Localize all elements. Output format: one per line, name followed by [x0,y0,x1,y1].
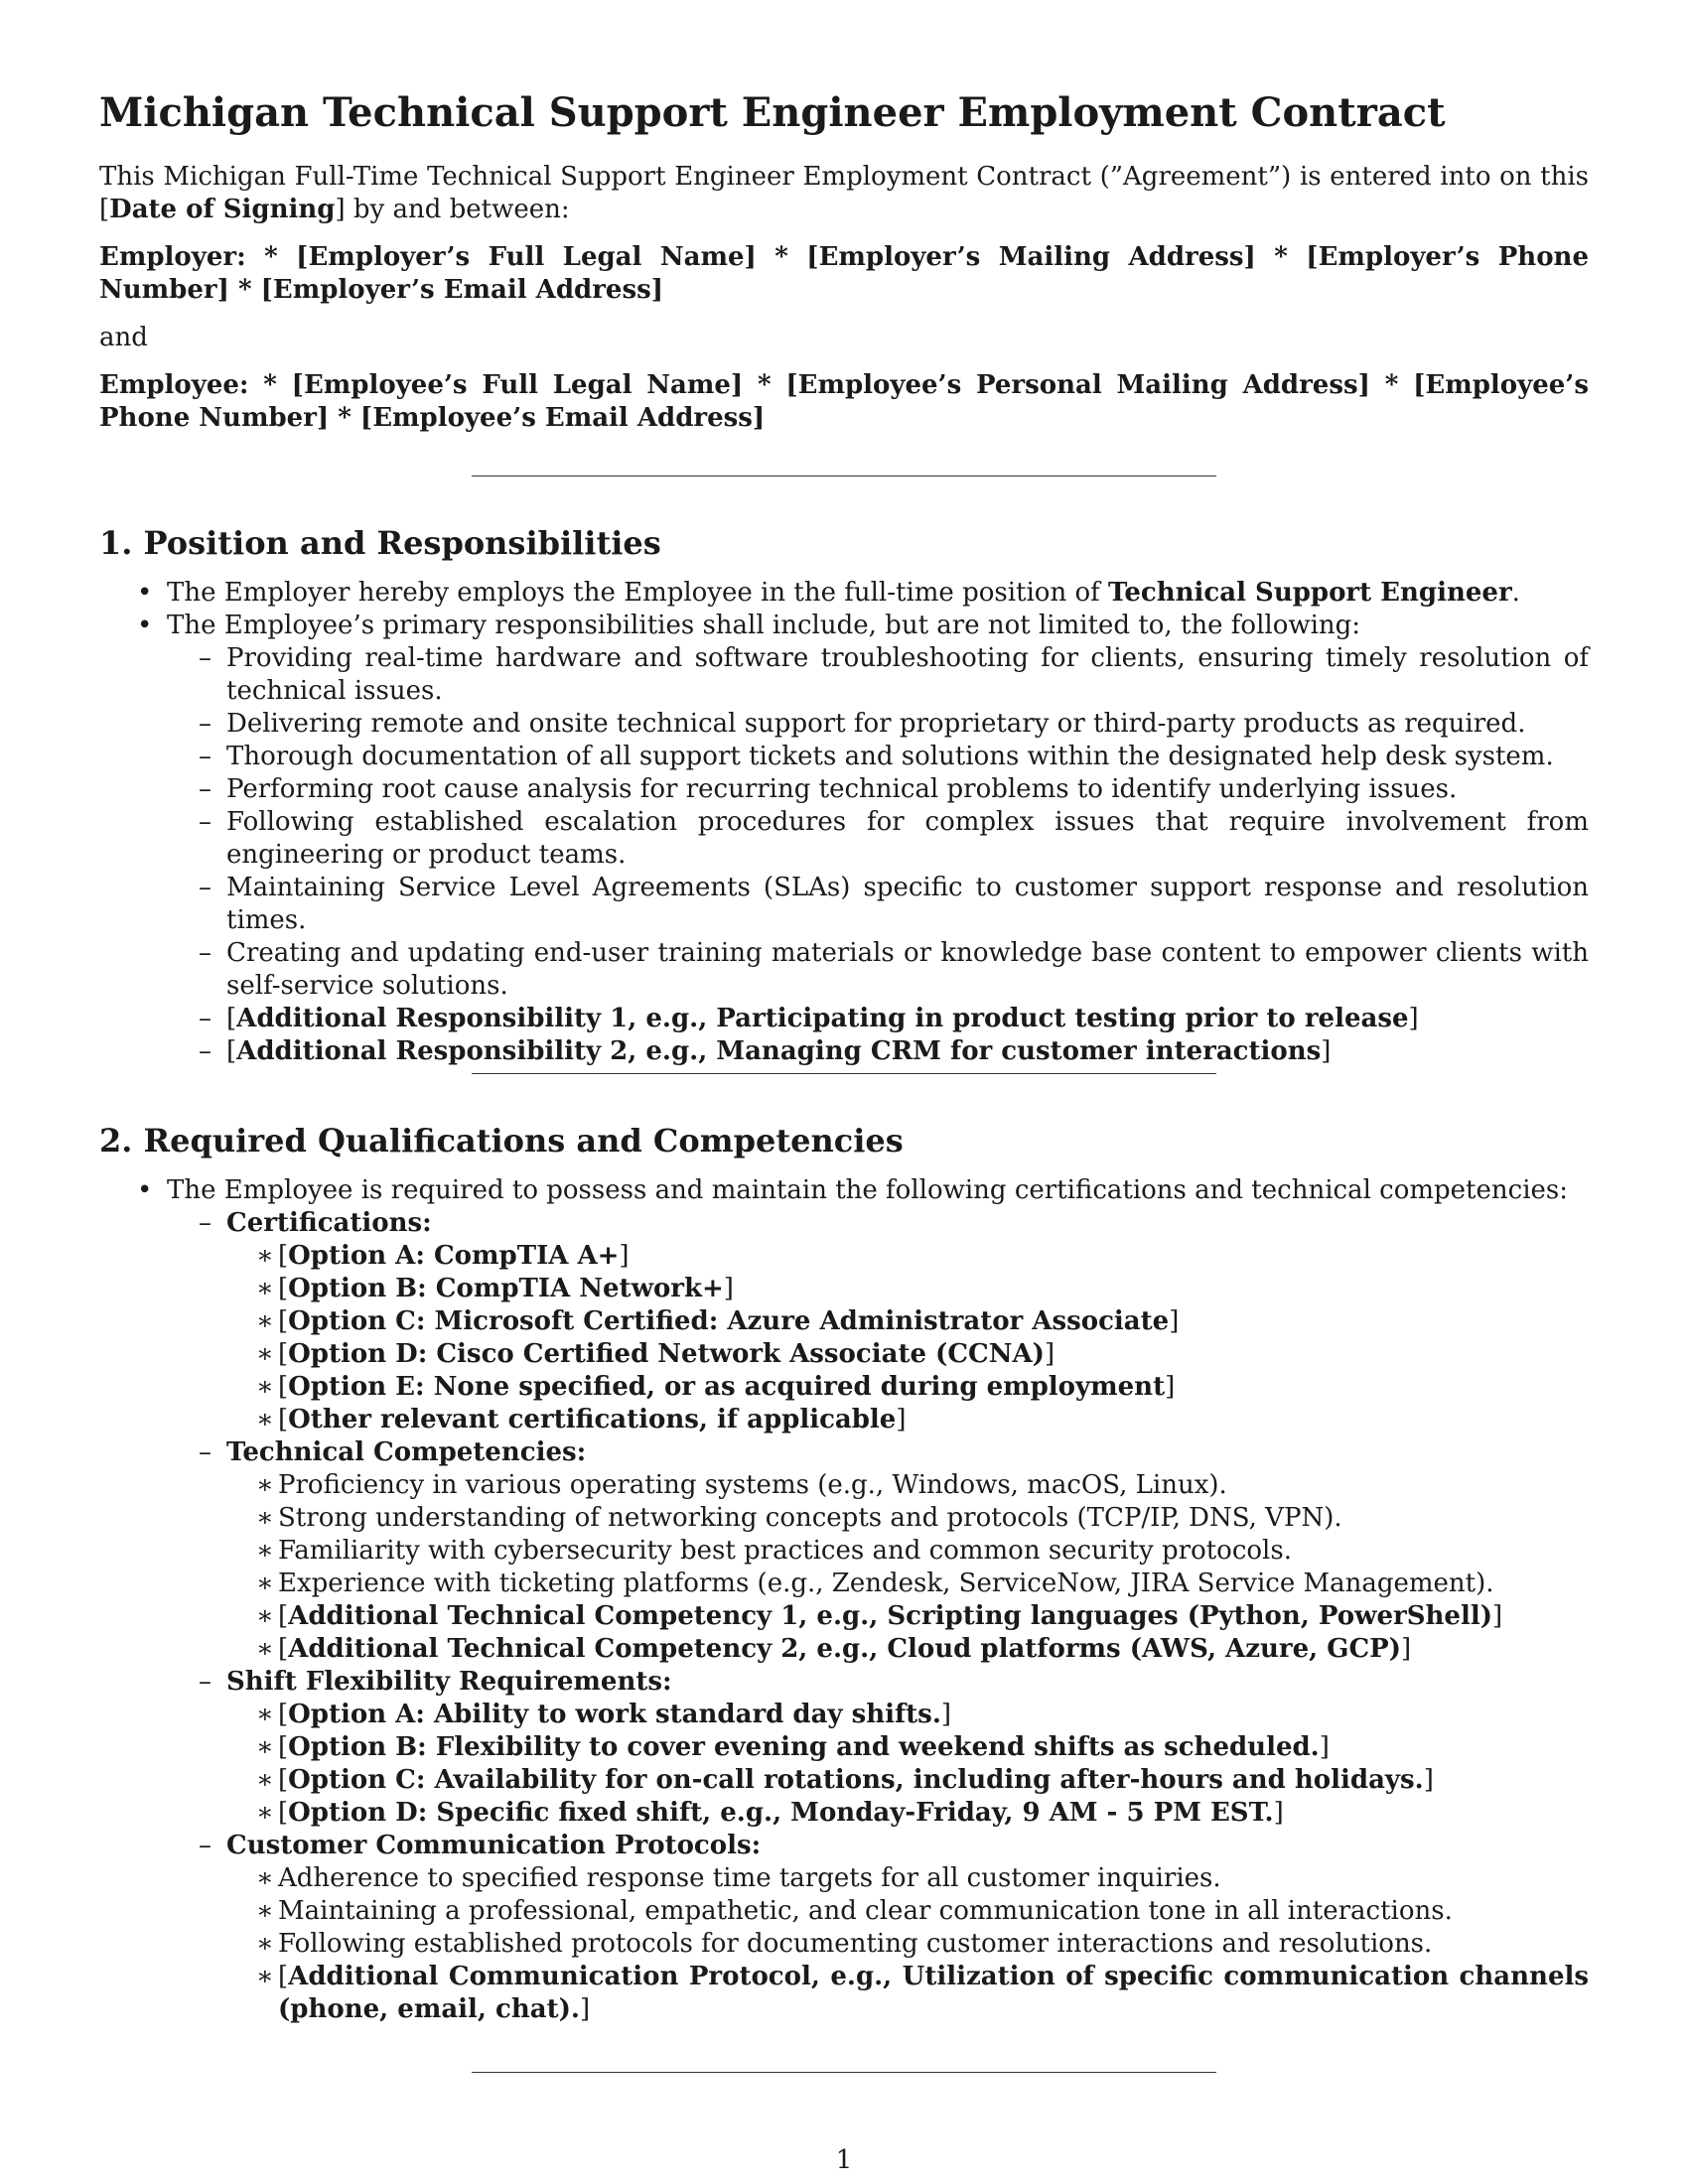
list-item: • The Employer hereby employs the Employee in the full-time position of Technical Support Engineer. [99,577,1589,610]
list-item: – [Additional Responsibility 1, e.g., Participating in product testing prior to release] [167,1003,1589,1035]
list-item: ∗ [Option A: Ability to work standard day shifts.] [226,1699,1589,1731]
list-item: ∗ [Additional Technical Competency 2, e.g., Cloud platforms (AWS, Azure, GCP)] [226,1633,1589,1666]
list-item: – Customer Communication Protocols: ∗ Adherence to specified response time targets for all customer inquiries. ∗ Maintaining a professional, empathetic, and clear communication tone in all interactions. ∗ Following established protocols for documenting customer interactions and resolutions. ∗ [Additional Communication Protocol, e.g., Utilization of specific communication channels (phone, email, chat).] [167,1830,1589,2026]
list-item: – Thorough documentation of all support tickets and solutions within the designated help desk system. [167,741,1589,773]
list-item: ∗ [Option D: Specific fixed shift, e.g., Monday-Friday, 9 AM - 5 PM EST.] [226,1797,1589,1830]
employer-block: Employer: * [Employer’s Full Legal Name] * [Employer’s Mailing Address] * [Employer’s Phone Number] * [Employer’s Email Address] [99,242,1589,305]
list-item: – Technical Competencies: ∗ Proficiency in various operating systems (e.g., Windows, macOS, Linux). ∗ Strong understanding of networking concepts and protocols (TCP/IP, DNS, VPN). ∗ Familiarity with cybersecurity best practices and common security protocols. ∗ Experience with ticketing platforms (e.g., Zendesk, ServiceNow, JIRA Service Management). ∗ [Additional Technical Competency 1, e.g., Scripting languages (Python, PowerShell)] ∗ [Additional Technical Competency 2, e.g., Cloud platforms (AWS, Azure, GCP)] [167,1436,1589,1666]
list-item: ∗ [Option E: None specified, or as acquired during employment] [226,1371,1589,1404]
communication-list [226,1862,1589,2026]
list-item: – Maintaining Service Level Agreements (SLAs) specific to customer support response and resolution times. [167,872,1589,937]
list-item: ∗ Proficiency in various operating systems (e.g., Windows, macOS, Linux). [226,1469,1589,1502]
page-title: Michigan Technical Support Engineer Employment Contract [99,89,1446,136]
list-item: ∗ [Option D: Cisco Certified Network Associate (CCNA)] [226,1338,1589,1371]
and-text: and [99,323,148,352]
list-item: – [Additional Responsibility 2, e.g., Managing CRM for customer interactions] [167,1035,1589,1068]
list-item: ∗ [Additional Communication Protocol, e.g., Utilization of specific communication channels (phone, email, chat).] [226,1961,1589,2026]
divider [472,2072,1216,2073]
intro-paragraph: This Michigan Full-Time Technical Support Engineer Employment Contract (”Agreement”) is entered into on this [Date of Signing] by and between: [99,162,1589,224]
list-item: ∗ [Option C: Microsoft Certified: Azure Administrator Associate] [226,1305,1589,1338]
list-item: – Performing root cause analysis for recurring technical problems to identify underlying issues. [167,773,1589,806]
list-item: ∗ [Option C: Availability for on-call rotations, including after-hours and holidays.] [226,1764,1589,1797]
list-item: – Creating and updating end-user training materials or knowledge base content to empower clients with self-service solutions. [167,937,1589,1003]
list-item: – Following established escalation procedures for complex issues that require involvement from engineering or product teams. [167,806,1589,872]
section1-list [99,577,1589,1068]
list-item: ∗ Experience with ticketing platforms (e.g., Zendesk, ServiceNow, JIRA Service Management). [226,1568,1589,1600]
list-item: ∗ [Option A: CompTIA A+] [226,1240,1589,1273]
list-item: – Shift Flexibility Requirements: ∗ [Option A: Ability to work standard day shifts.] ∗ [Option B: Flexibility to cover evening and weekend shifts as scheduled.] ∗ [Option C: Availability for on-call rotations, including after-hours and holidays.] ∗ [Option D: Specific fixed shift, e.g., Monday-Friday, 9 AM - 5 PM EST.] [167,1666,1589,1830]
section-qualifications [99,1121,1589,2026]
qualifications-list [167,1207,1589,2026]
section-heading: 2. Required Qualifications and Competencies [99,1122,904,1160]
certifications-list [226,1240,1589,1436]
divider [472,476,1216,477]
list-item: ∗ [Option B: CompTIA Network+] [226,1273,1589,1305]
section2-list [99,1174,1589,2026]
section-position [99,523,1589,1068]
section-heading: 1. Position and Responsibilities [99,524,661,562]
list-item: – Providing real-time hardware and software troubleshooting for clients, ensuring timely resolution of technical issues. [167,642,1589,708]
list-item: ∗ Adherence to specified response time targets for all customer inquiries. [226,1862,1589,1895]
list-item: – Certifications: ∗ [Option A: CompTIA A+] ∗ [Option B: CompTIA Network+] ∗ [Option C: Microsoft Certified: Azure Administrator Associate] ∗ [Option D: Cisco Certified Network Associate (CCNA)] ∗ [Option E: None specified, or as acquired during employment] ∗ [Other relevant certifications, if applicable] [167,1207,1589,1436]
competencies-list [226,1469,1589,1666]
list-item: – Delivering remote and onsite technical support for proprietary or third-party products as required. [167,708,1589,741]
list-item: • The Employee is required to possess and maintain the following certifications and technical competencies: – Certifications: ∗ [Option A: CompTIA A+] ∗ [Option B: CompTIA Network+] ∗ [Option C: Microsoft Certified: Azure Administrator Associate] ∗ [Option D: Cisco Certified Network Associate (CCNA)] ∗ [Option E: None specified, or as acquired during employment] ∗ [Other relevant certifications, if applicable] – Technical Competencies: ∗ Proficiency in various operating systems (e.g., Windows, macOS, Linux). ∗ Strong understanding of networking concepts and protocols (TCP/IP, DNS, VPN). ∗ Familiarity with cybersecurity best practices and common security protocols. ∗ Experience with ticketing platforms (e.g., Zendesk, ServiceNow, JIRA Service Management). ∗ [Additional Technical Competency 1, e.g., Scripting languages (Python, PowerShell)] ∗ [Additional Technical Competency 2, e.g., Cloud platforms (AWS, Azure, GCP)] – Shift Flexibility Requirements: ∗ [Option A: Ability to work standard day shifts.] ∗ [Option B: Flexibility to cover evening and weekend shifts as scheduled.] ∗ [Option C: Availability for on-call rotations, including after-hours and holidays.] ∗ [Option D: Specific fixed shift, e.g., Monday-Friday, 9 AM - 5 PM EST.] – Customer Communication Protocols: ∗ Adherence to specified response time targets for all customer inquiries. ∗ Maintaining a professional, empathetic, and clear communication tone in all interactions. ∗ Following established protocols for documenting customer interactions and resolutions. ∗ [Additional Communication Protocol, e.g., Utilization of specific communication channels (phone, email, chat).] [99,1174,1589,2026]
responsibilities-list [167,642,1589,1068]
list-item: ∗ Maintaining a professional, empathetic, and clear communication tone in all interactions. [226,1895,1589,1928]
list-item: ∗ Familiarity with cybersecurity best practices and common security protocols. [226,1535,1589,1568]
list-item: ∗ Following established protocols for documenting customer interactions and resolutions. [226,1928,1589,1961]
list-item: ∗ [Other relevant certifications, if applicable] [226,1404,1589,1436]
shift-list [226,1699,1589,1830]
divider [472,1073,1216,1074]
employee-block: Employee: * [Employee’s Full Legal Name] * [Employee’s Personal Mailing Address] * [Employee’s Phone Number] * [Employee’s Email Address] [99,370,1589,433]
list-item: ∗ [Additional Technical Competency 1, e.g., Scripting languages (Python, PowerShell)] [226,1600,1589,1633]
preamble [99,161,1589,435]
page-number: 1 [835,2145,853,2175]
list-item: ∗ Strong understanding of networking concepts and protocols (TCP/IP, DNS, VPN). [226,1502,1589,1535]
list-item: • The Employee’s primary responsibilities shall include, but are not limited to, the following: – Providing real-time hardware and software troubleshooting for clients, ensuring timely resolution of technical issues. – Delivering remote and onsite technical support for proprietary or third-party products as required. – Thorough documentation of all support tickets and solutions within the designated help desk system. – Performing root cause analysis for recurring technical problems to identify underlying issues. – Following established escalation procedures for complex issues that require involvement from engineering or product teams. – Maintaining Service Level Agreements (SLAs) specific to customer support response and resolution times. – Creating and updating end-user training materials or knowledge base content to empower clients with self-service solutions. – [Additional Responsibility 1, e.g., Participating in product testing prior to release] – [Additional Responsibility 2, e.g., Managing CRM for customer interactions] [99,610,1589,1068]
list-item: ∗ [Option B: Flexibility to cover evening and weekend shifts as scheduled.] [226,1731,1589,1764]
